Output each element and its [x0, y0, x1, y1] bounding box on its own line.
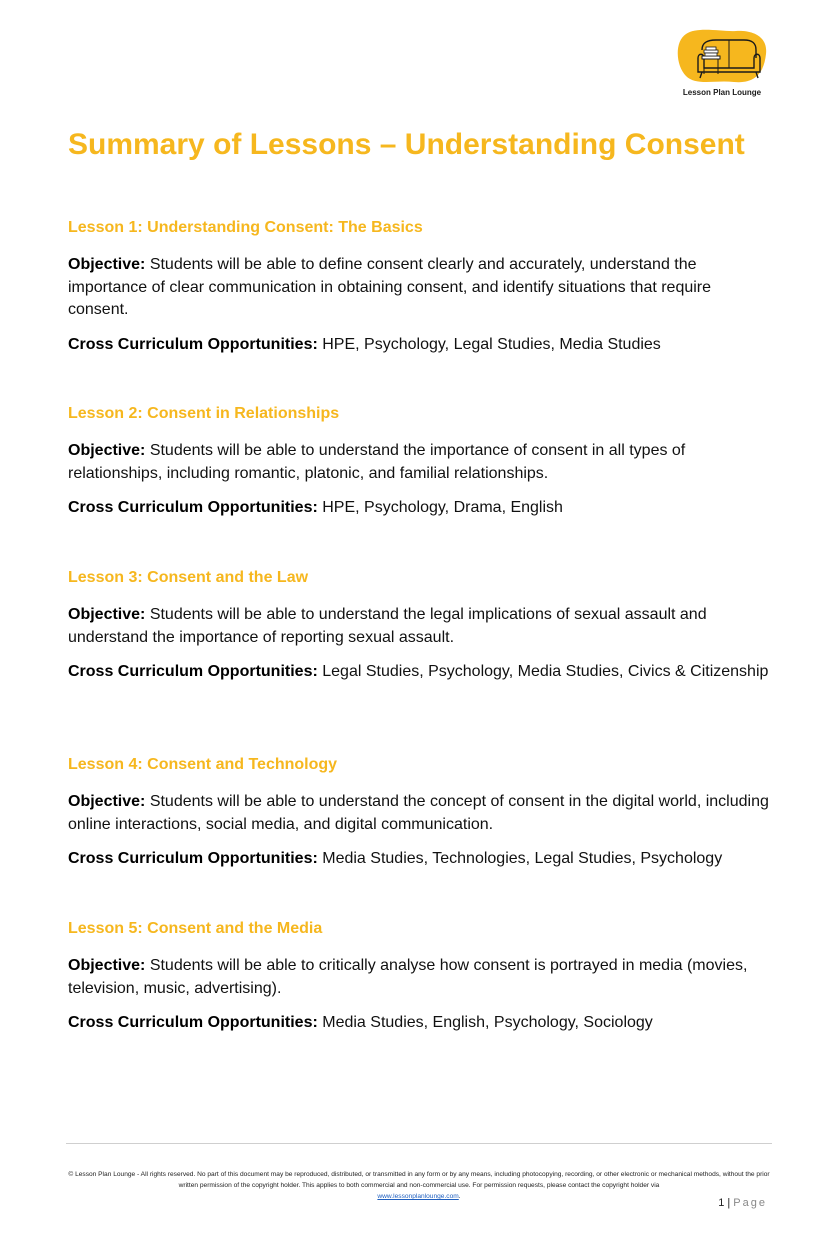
- objective-text: Students will be able to understand the legal implications of sexual assault and understand the importance of reporting sexual assault.: [68, 606, 707, 646]
- footer-divider: [66, 1143, 772, 1144]
- lesson-title: Lesson 4: Consent and Technology: [68, 756, 338, 773]
- lesson-3: [68, 568, 770, 696]
- link-suffix: .: [458, 1193, 461, 1200]
- cross-curriculum-text: HPE, Psychology, Drama, English: [322, 499, 563, 516]
- cross-curriculum-label: Cross Curriculum Opportunities:: [68, 499, 318, 516]
- lesson-cross-curriculum: [68, 497, 770, 520]
- lesson-1: [68, 218, 770, 368]
- lesson-title: Lesson 5: Consent and the Media: [68, 920, 323, 937]
- page-title: Summary of Lessons – Understanding Consent: [68, 128, 745, 161]
- lesson-cross-curriculum: [68, 334, 770, 357]
- objective-text: Students will be able to understand the importance of consent in all types of relationships, including romantic, platonic, and familial relationships.: [68, 442, 686, 482]
- cross-curriculum-text: Legal Studies, Psychology, Media Studies, Civics & Citizenship: [322, 663, 769, 680]
- lesson-title: Lesson 1: Understanding Consent: The Basics: [68, 219, 423, 236]
- page-number-value: 1: [718, 1197, 725, 1209]
- cross-curriculum-label: Cross Curriculum Opportunities:: [68, 1014, 318, 1031]
- logo: [676, 28, 772, 102]
- lesson-objective: [68, 604, 770, 649]
- objective-label: Objective:: [68, 793, 146, 810]
- lesson-objective: [68, 791, 770, 836]
- lesson-objective: [68, 254, 770, 322]
- cross-curriculum-text: Media Studies, Technologies, Legal Studies, Psychology: [322, 850, 723, 867]
- website-link[interactable]: www.lessonplanlounge.com: [377, 1193, 459, 1200]
- lesson-cross-curriculum: [68, 1012, 770, 1035]
- lesson-2: [68, 404, 770, 532]
- copyright-text: © Lesson Plan Lounge - All rights reserved. No part of this document may be reproduced, distributed, or transmitted in any form or by any means, including photocopying, recording, or other electronic or mechanical methods, without the prior written permission of the copyright holder. This applies to both commercial and non-commercial use. For permission requests, please contact the copyright holder via: [68, 1171, 770, 1189]
- objective-label: Objective:: [68, 957, 146, 974]
- lesson-objective: [68, 955, 770, 1000]
- objective-label: Objective:: [68, 606, 146, 623]
- cross-curriculum-text: HPE, Psychology, Legal Studies, Media Studies: [322, 335, 661, 353]
- logo-text: Lesson Plan Lounge: [682, 88, 762, 97]
- footer-copyright: [66, 1169, 772, 1202]
- lesson-cross-curriculum: [68, 848, 770, 871]
- lesson-4: [68, 755, 770, 883]
- cross-curriculum-label: Cross Curriculum Opportunities:: [68, 850, 318, 867]
- cross-curriculum-label: Cross Curriculum Opportunities:: [68, 663, 318, 680]
- objective-label: Objective:: [68, 442, 146, 459]
- objective-label: Objective:: [68, 256, 146, 273]
- objective-text: Students will be able to define consent clearly and accurately, understand the importance of clear communication in obtaining consent, and identify situations that require consent.: [68, 256, 712, 318]
- lesson-5: [68, 919, 770, 1047]
- cross-curriculum-text: Media Studies, English, Psychology, Sociology: [322, 1014, 653, 1031]
- lesson-title: Lesson 2: Consent in Relationships: [68, 405, 340, 422]
- lesson-title: Lesson 3: Consent and the Law: [68, 569, 309, 586]
- lesson-cross-curriculum: [68, 661, 770, 684]
- sofa-logo-icon: [676, 28, 768, 88]
- page-number: [718, 1197, 767, 1209]
- objective-text: Students will be able to understand the concept of consent in the digital world, including online interactions, social media, and digital communication.: [68, 793, 769, 833]
- page-separator: |: [724, 1197, 734, 1209]
- lesson-objective: [68, 440, 770, 485]
- cross-curriculum-label: Cross Curriculum Opportunities:: [68, 335, 318, 353]
- objective-text: Students will be able to critically analyse how consent is portrayed in media (movies, television, music, advertising).: [68, 957, 748, 997]
- page-word: Page: [733, 1197, 767, 1209]
